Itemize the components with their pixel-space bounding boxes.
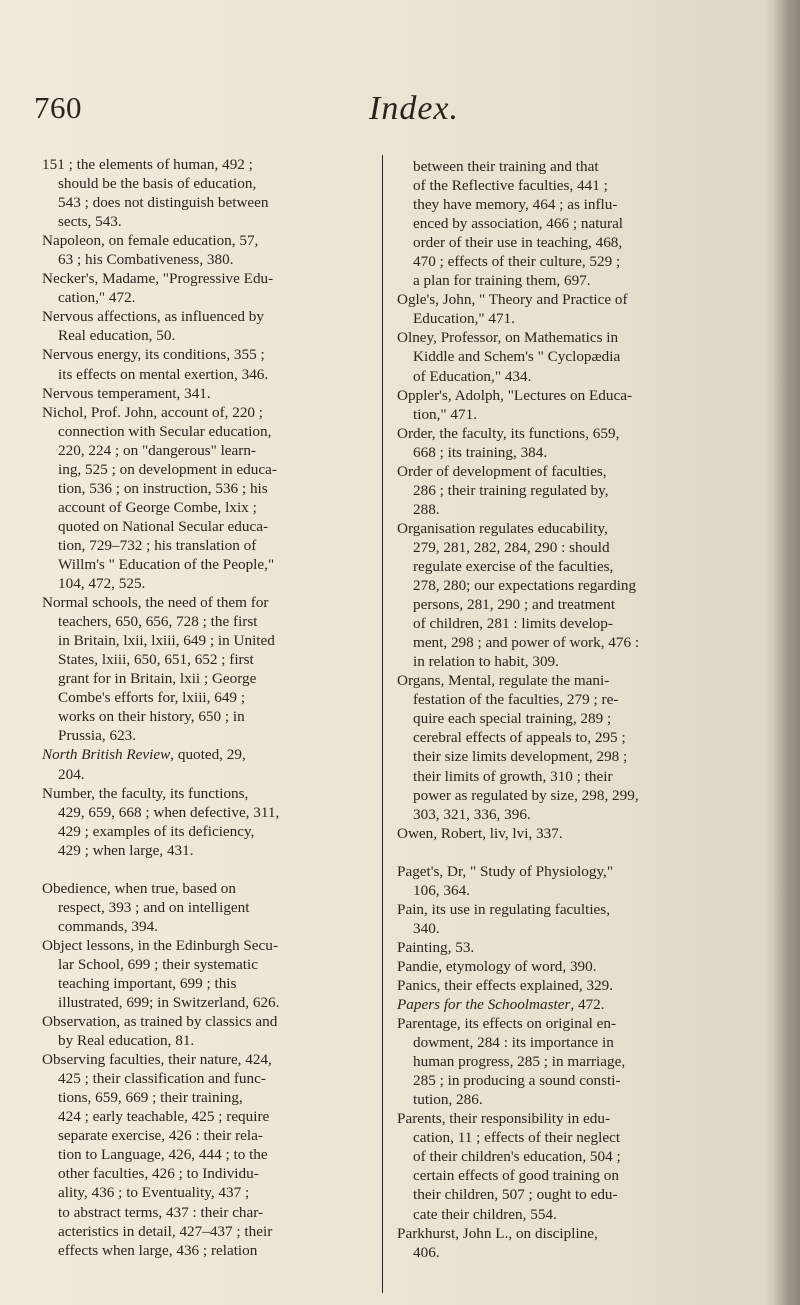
right_lines-line: power as regulated by size, 298, 299, — [413, 786, 639, 804]
right_lines-line: Organs, Mental, regulate the mani- — [397, 672, 610, 690]
left_lines-line: tion to Language, 426, 444 ; to the — [58, 1146, 268, 1164]
left_lines-line: Nervous temperament, 341. — [42, 384, 211, 402]
right_lines-line: 286 ; their training regulated by, — [413, 481, 609, 499]
right_lines-line: enced by association, 466 ; natural — [413, 215, 624, 233]
left_lines-line: other faculties, 426 ; to Individu- — [58, 1165, 259, 1183]
column-divider — [382, 155, 383, 1293]
right_lines-line: 106, 364. — [413, 881, 470, 899]
right_lines-line: Order of development of faculties, — [397, 462, 607, 480]
right_lines-line: their size limits development, 298 ; — [413, 748, 628, 766]
left_lines-line: ing, 525 ; on development in educa- — [58, 460, 277, 478]
right_lines-line: dowment, 284 : its importance in — [413, 1034, 614, 1052]
right_lines-line: 470 ; effects of their culture, 529 ; — [413, 253, 621, 271]
page-binding-shadow — [766, 0, 800, 1305]
page-number: 760 — [34, 90, 82, 125]
left_lines-line: Observation, as trained by classics and — [42, 1013, 278, 1031]
right_lines-line: 288. — [413, 500, 440, 518]
right_lines-line: of the Reflective faculties, 441 ; — [413, 177, 608, 195]
left_lines-line: in Britain, lxii, lxiii, 649 ; in United — [58, 632, 275, 650]
right_lines-line: Painting, 53. — [397, 938, 475, 956]
left_lines-line: Willm's " Education of the People," — [58, 555, 275, 573]
left_lines-line: 63 ; his Combativeness, 380. — [58, 251, 234, 269]
left_lines-line: Necker's, Madame, "Progressive Edu- — [42, 270, 274, 288]
right_lines-line: their children, 507 ; ought to edu- — [413, 1186, 618, 1204]
right_lines-line: cate their children, 554. — [413, 1205, 557, 1223]
left_lines-line: effects when large, 436 ; relation — [58, 1241, 258, 1259]
left_lines-line: commands, 394. — [58, 917, 158, 935]
right_lines-line: of children, 281 : limits develop- — [413, 615, 613, 633]
right_lines-line: festation of the faculties, 279 ; re- — [413, 691, 619, 709]
left_lines-line: respect, 393 ; and on intelligent — [58, 898, 250, 916]
left_lines-line: 429 ; when large, 431. — [58, 841, 194, 859]
left_lines-line: 204. — [58, 765, 85, 783]
left_lines-line: quoted on National Secular educa- — [58, 517, 269, 535]
right_lines-line: 279, 281, 282, 284, 290 : should — [413, 538, 610, 556]
right_lines-line: Order, the faculty, its functions, 659, — [397, 424, 620, 442]
right_lines-line: 285 ; in producing a sound consti- — [413, 1072, 621, 1090]
left_lines-line: Nichol, Prof. John, account of, 220 ; — [42, 403, 264, 421]
left_lines-line: ality, 436 ; to Eventuality, 437 ; — [58, 1184, 250, 1202]
italic-title: North British Review — [42, 746, 171, 764]
left_lines-line: Real education, 50. — [58, 327, 176, 345]
right_lines-line: of their children's education, 504 ; — [413, 1148, 621, 1166]
right_lines-line: in relation to habit, 309. — [413, 653, 559, 671]
right_lines-line: Oppler's, Adolph, "Lectures on Educa- — [397, 386, 632, 404]
right_lines-line: Papers for the Schoolmaster, 472. — [397, 996, 605, 1014]
running-head-title: Index. — [369, 90, 460, 127]
right_lines-line: 303, 321, 336, 396. — [413, 805, 531, 823]
right_lines-line: 668 ; its training, 384. — [413, 443, 548, 461]
right_lines-line: Panics, their effects explained, 329. — [397, 976, 614, 994]
right_lines-line: Parentage, its effects on original en- — [397, 1015, 617, 1033]
left_lines-line: connection with Secular education, — [58, 422, 272, 440]
left_lines-line: grant for in Britain, lxii ; George — [58, 670, 257, 688]
right_lines-line: of Education," 434. — [413, 367, 532, 385]
left_lines-line: 429, 659, 668 ; when defective, 311, — [58, 803, 280, 821]
left_lines-line: sects, 543. — [58, 213, 122, 231]
left_lines-line: 543 ; does not distinguish between — [58, 194, 269, 212]
left_lines-line: States, lxiii, 650, 651, 652 ; first — [58, 651, 254, 669]
right_lines-line: Paget's, Dr, " Study of Physiology," — [397, 862, 614, 880]
italic-title: Papers for the Schoolmaster — [397, 996, 571, 1014]
left_lines-line: Nervous affections, as influenced by — [42, 308, 264, 326]
right_lines-line: between their training and that — [413, 158, 599, 175]
left_lines-line: 425 ; their classification and func- — [58, 1070, 266, 1088]
left_lines-line: separate exercise, 426 : their rela- — [58, 1127, 263, 1145]
right_lines-line: Pain, its use in regulating faculties, — [397, 900, 611, 918]
page-header — [34, 92, 724, 150]
right_lines-line: quire each special training, 289 ; — [413, 710, 612, 728]
right_lines-line: Pandie, etymology of word, 390. — [397, 957, 597, 975]
left_lines-line: Object lessons, in the Edinburgh Secu- — [42, 936, 278, 954]
left_lines-line: by Real education, 81. — [58, 1032, 195, 1050]
left_lines-line: Obedience, when true, based on — [42, 879, 236, 897]
left_lines-line — [42, 860, 370, 879]
right_lines-line: Education," 471. — [413, 310, 515, 328]
left_lines-line: should be the basis of education, — [58, 175, 257, 193]
left_lines-line: acteristics in detail, 427–437 ; their — [58, 1222, 273, 1240]
left_lines-line: teaching important, 699 ; this — [58, 974, 237, 992]
right_lines-line: 406. — [413, 1243, 440, 1261]
left_lines-line: tion, 729–732 ; his translation of — [58, 536, 257, 554]
left_lines-line: works on their history, 650 ; in — [58, 708, 245, 726]
left_lines-line: Napoleon, on female education, 57, — [42, 232, 259, 250]
left_lines-line: Observing faculties, their nature, 424, — [42, 1051, 272, 1069]
right_lines-line: Parkhurst, John L., on discipline, — [397, 1224, 598, 1242]
left_lines-line: 151 ; the elements of human, 492 ; — [42, 156, 253, 173]
right_lines-line: Parents, their responsibility in edu- — [397, 1110, 611, 1128]
right_lines-line: certain effects of good training on — [413, 1167, 619, 1185]
left_lines-line: tions, 659, 669 ; their training, — [58, 1089, 243, 1107]
left_lines-line: teachers, 650, 656, 728 ; the first — [58, 613, 258, 631]
right_lines-line: Organisation regulates educability, — [397, 519, 608, 537]
left_lines-line: 429 ; examples of its deficiency, — [58, 822, 255, 840]
right_lines-line: cation, 11 ; effects of their neglect — [413, 1129, 621, 1147]
right_lines-line: tution, 286. — [413, 1091, 483, 1109]
left_lines-line: 220, 224 ; on "dangerous" learn- — [58, 441, 256, 459]
left_lines-line: lar School, 699 ; their systematic — [58, 955, 258, 973]
right_lines-line: a plan for training them, 697. — [413, 272, 591, 290]
left_lines-line: 424 ; early teachable, 425 ; require — [58, 1108, 270, 1126]
left_lines-line: Combe's efforts for, lxiii, 649 ; — [58, 689, 246, 707]
left_lines-line: North British Review, quoted, 29, — [42, 746, 246, 764]
right_lines-line: persons, 281, 290 ; and treatment — [413, 596, 616, 614]
left_lines-line: Prussia, 623. — [58, 727, 137, 745]
left_lines-line: tion, 536 ; on instruction, 536 ; his — [58, 479, 268, 497]
right_lines-line: regulate exercise of the faculties, — [413, 557, 614, 575]
right_lines-line: they have memory, 464 ; as influ- — [413, 196, 618, 214]
right_lines-line: Ogle's, John, " Theory and Practice of — [397, 291, 628, 309]
right-index-column — [397, 157, 725, 1262]
left_lines-line: illustrated, 699; in Switzerland, 626. — [58, 994, 280, 1012]
right_lines-line — [397, 843, 725, 862]
left-index-column — [42, 155, 370, 1260]
left_lines-line: Number, the faculty, its functions, — [42, 784, 249, 802]
right_lines-line: tion," 471. — [413, 405, 477, 423]
left_lines-line: its effects on mental exertion, 346. — [58, 365, 269, 383]
left_lines-line: cation," 472. — [58, 289, 136, 307]
right_lines-line: cerebral effects of appeals to, 295 ; — [413, 729, 626, 747]
left_lines-line: Normal schools, the need of them for — [42, 594, 269, 612]
left_lines-line: Nervous energy, its conditions, 355 ; — [42, 346, 265, 364]
right_lines-line: Kiddle and Schem's " Cyclopædia — [413, 348, 621, 366]
left_lines-line: to abstract terms, 437 : their char- — [58, 1203, 264, 1221]
left_lines-line: 104, 472, 525. — [58, 575, 146, 593]
right_lines-line: ment, 298 ; and power of work, 476 : — [413, 634, 640, 652]
right_lines-line: Olney, Professor, on Mathematics in — [397, 329, 619, 347]
right_lines-line: human progress, 285 ; in marriage, — [413, 1053, 626, 1071]
right_lines-line: 278, 280; our expectations regarding — [413, 577, 637, 595]
left_lines-line: account of George Combe, lxix ; — [58, 498, 257, 516]
right_lines-line: Owen, Robert, liv, lvi, 337. — [397, 824, 563, 842]
right_lines-line: 340. — [413, 919, 440, 937]
right_lines-line: their limits of growth, 310 ; their — [413, 767, 613, 785]
right_lines-line: order of their use in teaching, 468, — [413, 234, 623, 252]
